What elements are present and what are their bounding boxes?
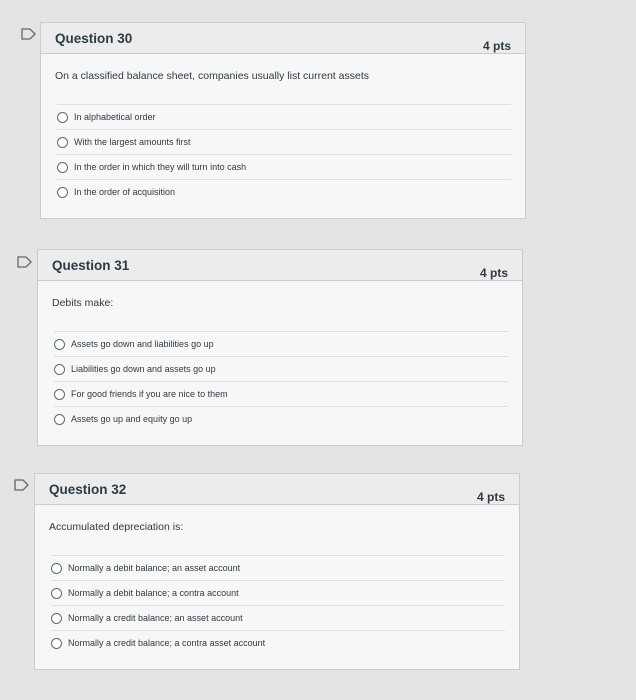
answer-label: In alphabetical order	[74, 112, 156, 122]
question-30-header	[41, 23, 525, 54]
answer-label: Normally a debit balance; an asset account	[68, 563, 241, 573]
radio-icon[interactable]	[54, 414, 65, 425]
answer-option[interactable]	[54, 381, 508, 406]
radio-icon[interactable]	[51, 563, 62, 574]
radio-icon[interactable]	[57, 137, 68, 148]
answer-label: Normally a debit balance; a contra account	[68, 588, 239, 598]
answer-list	[54, 331, 508, 431]
flag-question-32-icon[interactable]	[13, 478, 31, 492]
question-points: 4 pts	[476, 490, 505, 504]
answer-option[interactable]	[57, 154, 511, 179]
answer-label: In the order of acquisition	[74, 187, 176, 197]
question-31-header	[38, 250, 522, 281]
answer-label: Liabilities go down and assets go up	[71, 364, 216, 374]
question-prompt: On a classified balance sheet, companies usually list current assets	[55, 70, 369, 82]
question-30-card	[40, 22, 526, 219]
radio-icon[interactable]	[57, 112, 68, 123]
answer-option[interactable]	[57, 179, 511, 204]
radio-icon[interactable]	[51, 638, 62, 649]
answer-label: Assets go up and equity go up	[71, 414, 193, 424]
answer-option[interactable]	[57, 129, 511, 154]
radio-icon[interactable]	[57, 162, 68, 173]
radio-icon[interactable]	[51, 588, 62, 599]
answer-label: Normally a credit balance; a contra asset account	[68, 638, 266, 648]
question-prompt: Debits make:	[52, 297, 114, 309]
answer-option[interactable]	[51, 630, 505, 655]
answer-option[interactable]	[57, 104, 511, 129]
radio-icon[interactable]	[51, 613, 62, 624]
flag-question-31-icon[interactable]	[16, 255, 34, 269]
answer-option[interactable]	[54, 356, 508, 381]
question-title: Question 32	[49, 481, 127, 497]
question-points: 4 pts	[479, 266, 508, 280]
radio-icon[interactable]	[54, 389, 65, 400]
answer-option[interactable]	[54, 331, 508, 356]
question-title: Question 30	[55, 30, 133, 46]
answer-option[interactable]	[51, 555, 505, 580]
question-32-header	[35, 474, 519, 505]
answer-option[interactable]	[51, 605, 505, 630]
answer-label: Normally a credit balance; an asset account	[68, 613, 243, 623]
radio-icon[interactable]	[54, 364, 65, 375]
radio-icon[interactable]	[57, 187, 68, 198]
answer-label: For good friends if you are nice to them	[71, 389, 228, 399]
question-points: 4 pts	[482, 39, 511, 53]
answer-label: Assets go down and liabilities go up	[71, 339, 214, 349]
answer-label: With the largest amounts first	[74, 137, 191, 147]
answer-option[interactable]	[54, 406, 508, 431]
question-prompt: Accumulated depreciation is:	[49, 521, 184, 533]
question-31-card	[37, 249, 523, 446]
question-32-card	[34, 473, 520, 670]
answer-list	[57, 104, 511, 204]
question-title: Question 31	[52, 257, 130, 273]
flag-question-30-icon[interactable]	[20, 27, 38, 41]
answer-option[interactable]	[51, 580, 505, 605]
answer-label: In the order in which they will turn into cash	[74, 162, 247, 172]
radio-icon[interactable]	[54, 339, 65, 350]
answer-list	[51, 555, 505, 655]
